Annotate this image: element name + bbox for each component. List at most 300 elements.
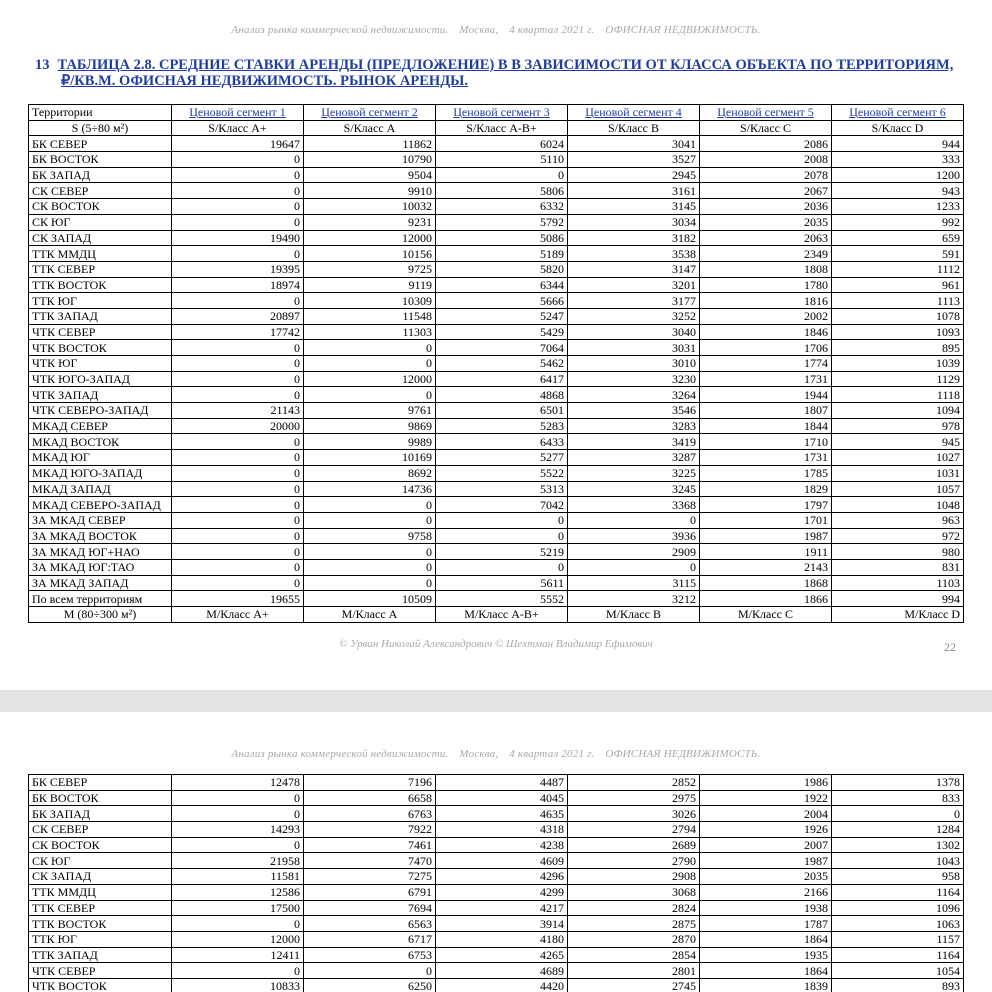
territory-cell: БК ЗАПАД bbox=[29, 806, 172, 822]
header-class-4: S/Класс В bbox=[568, 120, 700, 136]
header-segment-4 bbox=[568, 105, 700, 121]
rate-cell: 20000 bbox=[172, 418, 304, 434]
rate-cell: 3026 bbox=[568, 806, 700, 822]
rate-cell: 2086 bbox=[700, 136, 832, 152]
segment-link[interactable]: Ценовой сегмент 1 bbox=[189, 105, 286, 120]
header-class-5: S/Класс С bbox=[700, 120, 832, 136]
territory-cell: МКАД ЮГ bbox=[29, 450, 172, 466]
rate-cell: 1807 bbox=[700, 403, 832, 419]
territory-cell: ЧТК ЗАПАД bbox=[29, 387, 172, 403]
rate-cell: 7461 bbox=[304, 837, 436, 853]
rate-cell: 1027 bbox=[832, 450, 964, 466]
rate-cell: 5219 bbox=[436, 544, 568, 560]
rate-cell: 0 bbox=[172, 387, 304, 403]
table-row bbox=[29, 293, 964, 309]
header-title: Анализ рынка коммерческой недвижимости. bbox=[231, 24, 449, 36]
rate-cell: 2870 bbox=[568, 931, 700, 947]
rate-cell: 9758 bbox=[304, 528, 436, 544]
rate-cell: 5522 bbox=[436, 465, 568, 481]
territory-cell: БК ЗАПАД bbox=[29, 167, 172, 183]
header-class-1: S/Класс А+ bbox=[172, 120, 304, 136]
header-city: Москва, bbox=[459, 748, 499, 760]
table-row bbox=[29, 246, 964, 262]
rate-cell: 2794 bbox=[568, 822, 700, 838]
rate-cell: 5552 bbox=[436, 591, 568, 607]
table-row bbox=[29, 136, 964, 152]
page-gap bbox=[0, 690, 992, 712]
rate-cell: 2004 bbox=[700, 806, 832, 822]
header-segment-3 bbox=[436, 105, 568, 121]
rate-cell: 1284 bbox=[832, 822, 964, 838]
table-row bbox=[29, 418, 964, 434]
rate-cell: 4045 bbox=[436, 790, 568, 806]
territory-cell: СК ВОСТОК bbox=[29, 199, 172, 215]
table-row bbox=[29, 497, 964, 513]
rate-cell: 3201 bbox=[568, 277, 700, 293]
rate-cell: 5611 bbox=[436, 575, 568, 591]
rate-cell: 2007 bbox=[700, 837, 832, 853]
table-row bbox=[29, 387, 964, 403]
rate-cell: 895 bbox=[832, 340, 964, 356]
rate-cell: 3115 bbox=[568, 575, 700, 591]
rate-cell: 7042 bbox=[436, 497, 568, 513]
rate-cell: 0 bbox=[172, 916, 304, 932]
territory-cell: ТТК ММДЦ bbox=[29, 246, 172, 262]
rate-cell: 1103 bbox=[832, 575, 964, 591]
table-row bbox=[29, 308, 964, 324]
table-row bbox=[29, 900, 964, 916]
territory-cell: ТТК ЮГ bbox=[29, 931, 172, 947]
territory-cell: БК ВОСТОК bbox=[29, 790, 172, 806]
rate-cell: 14293 bbox=[172, 822, 304, 838]
rate-cell: 2945 bbox=[568, 167, 700, 183]
m-class-6: М/Класс D bbox=[832, 607, 964, 623]
m-class-1: М/Класс А+ bbox=[172, 607, 304, 623]
rate-cell: 14736 bbox=[304, 481, 436, 497]
header-class-6: S/Класс D bbox=[832, 120, 964, 136]
rate-cell: 4635 bbox=[436, 806, 568, 822]
territory-cell: ЗА МКАД ЮГ:ТАО bbox=[29, 559, 172, 575]
rate-cell: 980 bbox=[832, 544, 964, 560]
rate-cell: 10833 bbox=[172, 978, 304, 992]
rate-cell: 4318 bbox=[436, 822, 568, 838]
rate-cell: 5277 bbox=[436, 450, 568, 466]
rate-cell: 6501 bbox=[436, 403, 568, 419]
header-row-classes bbox=[29, 120, 964, 136]
rate-cell: 972 bbox=[832, 528, 964, 544]
rate-cell: 12000 bbox=[172, 931, 304, 947]
territory-cell: БК СЕВЕР bbox=[29, 136, 172, 152]
table-row bbox=[29, 340, 964, 356]
rate-cell: 0 bbox=[172, 434, 304, 450]
rate-cell: 0 bbox=[172, 512, 304, 528]
table-row bbox=[29, 465, 964, 481]
rate-cell: 0 bbox=[172, 559, 304, 575]
table-row bbox=[29, 947, 964, 963]
rate-cell: 6344 bbox=[436, 277, 568, 293]
header-period: 4 квартал 2021 г. bbox=[509, 24, 595, 36]
rate-cell: 3538 bbox=[568, 246, 700, 262]
rate-cell: 1868 bbox=[700, 575, 832, 591]
rate-cell: 2143 bbox=[700, 559, 832, 575]
rate-cell: 1093 bbox=[832, 324, 964, 340]
rate-cell: 1785 bbox=[700, 465, 832, 481]
rate-cell: 0 bbox=[304, 340, 436, 356]
rate-cell: 1987 bbox=[700, 528, 832, 544]
rate-cell: 0 bbox=[172, 450, 304, 466]
document-page-2 bbox=[0, 712, 992, 992]
rate-cell: 6717 bbox=[304, 931, 436, 947]
segment-link[interactable]: Ценовой сегмент 3 bbox=[453, 105, 550, 120]
territory-cell: ТТК ЗАПАД bbox=[29, 308, 172, 324]
rate-cell: 17500 bbox=[172, 900, 304, 916]
territory-cell: СК ЮГ bbox=[29, 853, 172, 869]
rate-cell: 7275 bbox=[304, 869, 436, 885]
rate-cell: 4868 bbox=[436, 387, 568, 403]
rate-cell: 5189 bbox=[436, 246, 568, 262]
rate-cell: 0 bbox=[172, 371, 304, 387]
rate-cell: 12411 bbox=[172, 947, 304, 963]
rate-cell: 9725 bbox=[304, 261, 436, 277]
table-title bbox=[35, 57, 965, 89]
table-row bbox=[29, 167, 964, 183]
rate-cell: 0 bbox=[172, 340, 304, 356]
m-class-row bbox=[29, 607, 964, 623]
table-row bbox=[29, 481, 964, 497]
table-row bbox=[29, 434, 964, 450]
rate-cell: 0 bbox=[172, 167, 304, 183]
table-row bbox=[29, 978, 964, 992]
rate-cell: 10156 bbox=[304, 246, 436, 262]
table-row bbox=[29, 575, 964, 591]
territory-cell: ЧТК СЕВЕР bbox=[29, 324, 172, 340]
rate-cell: 6332 bbox=[436, 199, 568, 215]
rate-cell: 3914 bbox=[436, 916, 568, 932]
rate-cell: 1031 bbox=[832, 465, 964, 481]
rate-cell: 1112 bbox=[832, 261, 964, 277]
rate-cell: 1164 bbox=[832, 947, 964, 963]
rate-cell: 3230 bbox=[568, 371, 700, 387]
rate-cell: 963 bbox=[832, 512, 964, 528]
rate-cell: 994 bbox=[832, 591, 964, 607]
segment-link[interactable]: Ценовой сегмент 6 bbox=[849, 105, 946, 120]
rate-cell: 3252 bbox=[568, 308, 700, 324]
rate-cell: 2166 bbox=[700, 884, 832, 900]
rate-cell: 7196 bbox=[304, 775, 436, 791]
rate-cell: 0 bbox=[172, 356, 304, 372]
rent-rates-table-s bbox=[28, 104, 964, 623]
territory-cell: МКАД СЕВЕР bbox=[29, 418, 172, 434]
territory-cell: СК ВОСТОК bbox=[29, 837, 172, 853]
rate-cell: 1113 bbox=[832, 293, 964, 309]
header-period: 4 квартал 2021 г. bbox=[509, 748, 595, 760]
segment-link[interactable]: Ценовой сегмент 5 bbox=[717, 105, 814, 120]
rate-cell: 833 bbox=[832, 790, 964, 806]
territory-cell: МКАД СЕВЕРО-ЗАПАД bbox=[29, 497, 172, 513]
table-row bbox=[29, 199, 964, 215]
rate-cell: 3010 bbox=[568, 356, 700, 372]
rate-cell: 978 bbox=[832, 418, 964, 434]
territory-cell: СК ЗАПАД bbox=[29, 230, 172, 246]
rate-cell: 10790 bbox=[304, 152, 436, 168]
rate-cell: 1866 bbox=[700, 591, 832, 607]
rate-cell: 1731 bbox=[700, 450, 832, 466]
rate-cell: 659 bbox=[832, 230, 964, 246]
territory-cell: СК СЕВЕР bbox=[29, 183, 172, 199]
rate-cell: 1164 bbox=[832, 884, 964, 900]
table-row bbox=[29, 806, 964, 822]
rate-cell: 2036 bbox=[700, 199, 832, 215]
rate-cell: 0 bbox=[172, 528, 304, 544]
table-row bbox=[29, 931, 964, 947]
table-row bbox=[29, 324, 964, 340]
rate-cell: 6563 bbox=[304, 916, 436, 932]
rate-cell: 0 bbox=[304, 497, 436, 513]
rate-cell: 1935 bbox=[700, 947, 832, 963]
rate-cell: 1078 bbox=[832, 308, 964, 324]
rate-cell: 1043 bbox=[832, 853, 964, 869]
rate-cell: 958 bbox=[832, 869, 964, 885]
rate-cell: 9910 bbox=[304, 183, 436, 199]
rate-cell: 19395 bbox=[172, 261, 304, 277]
rate-cell: 1157 bbox=[832, 931, 964, 947]
rate-cell: 7694 bbox=[304, 900, 436, 916]
rate-cell: 2975 bbox=[568, 790, 700, 806]
segment-link[interactable]: Ценовой сегмент 4 bbox=[585, 105, 682, 120]
territory-cell: ТТК ЮГ bbox=[29, 293, 172, 309]
territory-cell: По всем территориям bbox=[29, 591, 172, 607]
rate-cell: 2035 bbox=[700, 869, 832, 885]
table-row bbox=[29, 183, 964, 199]
m-class-3: М/Класс А-В+ bbox=[436, 607, 568, 623]
rent-rates-table-m bbox=[28, 774, 964, 992]
rate-cell: 6763 bbox=[304, 806, 436, 822]
rate-cell: 1129 bbox=[832, 371, 964, 387]
rate-cell: 1054 bbox=[832, 963, 964, 979]
rate-cell: 0 bbox=[436, 559, 568, 575]
rate-cell: 2852 bbox=[568, 775, 700, 791]
rate-cell: 333 bbox=[832, 152, 964, 168]
table-row bbox=[29, 371, 964, 387]
rate-cell: 0 bbox=[304, 387, 436, 403]
rate-cell: 1057 bbox=[832, 481, 964, 497]
territory-cell: ЗА МКАД ЮГ+НАО bbox=[29, 544, 172, 560]
rate-cell: 4420 bbox=[436, 978, 568, 992]
table-row bbox=[29, 963, 964, 979]
table-row bbox=[29, 790, 964, 806]
rate-cell: 3041 bbox=[568, 136, 700, 152]
rate-cell: 0 bbox=[172, 183, 304, 199]
rate-cell: 3419 bbox=[568, 434, 700, 450]
rate-cell: 4299 bbox=[436, 884, 568, 900]
rate-cell: 0 bbox=[172, 497, 304, 513]
rate-cell: 1938 bbox=[700, 900, 832, 916]
rate-cell: 11303 bbox=[304, 324, 436, 340]
territory-cell: ЗА МКАД ВОСТОК bbox=[29, 528, 172, 544]
rate-cell: 2824 bbox=[568, 900, 700, 916]
rate-cell: 961 bbox=[832, 277, 964, 293]
header-segment: ОФИСНАЯ НЕДВИЖИМОСТЬ. bbox=[605, 748, 761, 760]
territory-cell: ТТК ММДЦ bbox=[29, 884, 172, 900]
rate-cell: 3527 bbox=[568, 152, 700, 168]
rate-cell: 3287 bbox=[568, 450, 700, 466]
table-row bbox=[29, 450, 964, 466]
rate-cell: 1731 bbox=[700, 371, 832, 387]
rate-cell: 10309 bbox=[304, 293, 436, 309]
rate-cell: 0 bbox=[436, 512, 568, 528]
rate-cell: 0 bbox=[172, 790, 304, 806]
header-size-range: S (5÷80 м²) bbox=[29, 120, 172, 136]
rate-cell: 0 bbox=[436, 528, 568, 544]
rate-cell: 18974 bbox=[172, 277, 304, 293]
title-line-1: ТАБЛИЦА 2.8. СРЕДНИЕ СТАВКИ АРЕНДЫ (ПРЕДЛОЖЕНИЕ) В В ЗАВИСИМОСТИ ОТ КЛАССА ОБЪЕКТА ПО ТЕРРИТОРИЯМ, bbox=[57, 57, 954, 73]
header-segment: ОФИСНАЯ НЕДВИЖИМОСТЬ. bbox=[605, 24, 761, 36]
rate-cell: 944 bbox=[832, 136, 964, 152]
rate-cell: 2349 bbox=[700, 246, 832, 262]
rate-cell: 1808 bbox=[700, 261, 832, 277]
rate-cell: 1233 bbox=[832, 199, 964, 215]
header-row-segments bbox=[29, 105, 964, 121]
table-row bbox=[29, 916, 964, 932]
territory-cell: ТТК ВОСТОК bbox=[29, 916, 172, 932]
rate-cell: 3225 bbox=[568, 465, 700, 481]
territory-cell: ЧТК ЮГО-ЗАПАД bbox=[29, 371, 172, 387]
rate-cell: 0 bbox=[172, 465, 304, 481]
territory-cell: ЗА МКАД СЕВЕР bbox=[29, 512, 172, 528]
rate-cell: 3546 bbox=[568, 403, 700, 419]
rate-cell: 1926 bbox=[700, 822, 832, 838]
header-segment-1 bbox=[172, 105, 304, 121]
rate-cell: 0 bbox=[832, 806, 964, 822]
rate-cell: 3936 bbox=[568, 528, 700, 544]
rate-cell: 19647 bbox=[172, 136, 304, 152]
rate-cell: 1710 bbox=[700, 434, 832, 450]
rate-cell: 21958 bbox=[172, 853, 304, 869]
territory-cell: ТТК СЕВЕР bbox=[29, 261, 172, 277]
rate-cell: 2067 bbox=[700, 183, 832, 199]
territory-cell: ЧТК ВОСТОК bbox=[29, 978, 172, 992]
rate-cell: 0 bbox=[304, 544, 436, 560]
territory-cell: ЧТК СЕВЕРО-ЗАПАД bbox=[29, 403, 172, 419]
rate-cell: 7064 bbox=[436, 340, 568, 356]
rate-cell: 3031 bbox=[568, 340, 700, 356]
table-row bbox=[29, 884, 964, 900]
rate-cell: 1378 bbox=[832, 775, 964, 791]
rate-cell: 1701 bbox=[700, 512, 832, 528]
rate-cell: 5666 bbox=[436, 293, 568, 309]
territory-cell: ЗА МКАД ЗАПАД bbox=[29, 575, 172, 591]
rate-cell: 11862 bbox=[304, 136, 436, 152]
rate-cell: 3040 bbox=[568, 324, 700, 340]
territory-cell: МКАД ЮГО-ЗАПАД bbox=[29, 465, 172, 481]
territory-cell: ЧТК ВОСТОК bbox=[29, 340, 172, 356]
rate-cell: 0 bbox=[172, 837, 304, 853]
territory-cell: МКАД ЗАПАД bbox=[29, 481, 172, 497]
header-segment-2 bbox=[304, 105, 436, 121]
rate-cell: 19655 bbox=[172, 591, 304, 607]
rate-cell: 1816 bbox=[700, 293, 832, 309]
rate-cell: 831 bbox=[832, 559, 964, 575]
rate-cell: 1094 bbox=[832, 403, 964, 419]
rate-cell: 12000 bbox=[304, 230, 436, 246]
rate-cell: 5086 bbox=[436, 230, 568, 246]
rate-cell: 1797 bbox=[700, 497, 832, 513]
rate-cell: 4180 bbox=[436, 931, 568, 947]
rate-cell: 0 bbox=[172, 214, 304, 230]
segment-link[interactable]: Ценовой сегмент 2 bbox=[321, 105, 418, 120]
table-row bbox=[29, 261, 964, 277]
table-row bbox=[29, 277, 964, 293]
rate-cell: 5429 bbox=[436, 324, 568, 340]
rate-cell: 2008 bbox=[700, 152, 832, 168]
rate-cell: 1780 bbox=[700, 277, 832, 293]
header-class-3: S/Класс А-В+ bbox=[436, 120, 568, 136]
table-row bbox=[29, 403, 964, 419]
rate-cell: 0 bbox=[172, 575, 304, 591]
rate-cell: 20897 bbox=[172, 308, 304, 324]
rate-cell: 1118 bbox=[832, 387, 964, 403]
rate-cell: 6753 bbox=[304, 947, 436, 963]
rate-cell: 2801 bbox=[568, 963, 700, 979]
table-row bbox=[29, 822, 964, 838]
rate-cell: 0 bbox=[304, 575, 436, 591]
table-row bbox=[29, 214, 964, 230]
territory-cell: СК ЮГ bbox=[29, 214, 172, 230]
rate-cell: 0 bbox=[172, 293, 304, 309]
rate-cell: 2854 bbox=[568, 947, 700, 963]
rate-cell: 1864 bbox=[700, 931, 832, 947]
rate-cell: 3161 bbox=[568, 183, 700, 199]
rate-cell: 3264 bbox=[568, 387, 700, 403]
rate-cell: 5792 bbox=[436, 214, 568, 230]
rate-cell: 3212 bbox=[568, 591, 700, 607]
rate-cell: 7470 bbox=[304, 853, 436, 869]
territory-cell: СК СЕВЕР bbox=[29, 822, 172, 838]
territory-cell: ЧТК СЕВЕР bbox=[29, 963, 172, 979]
rate-cell: 4689 bbox=[436, 963, 568, 979]
rate-cell: 0 bbox=[172, 544, 304, 560]
table-row bbox=[29, 544, 964, 560]
rate-cell: 0 bbox=[172, 806, 304, 822]
m-class-2: М/Класс А bbox=[304, 607, 436, 623]
rate-cell: 4265 bbox=[436, 947, 568, 963]
rate-cell: 1706 bbox=[700, 340, 832, 356]
rate-cell: 5820 bbox=[436, 261, 568, 277]
rate-cell: 1302 bbox=[832, 837, 964, 853]
territory-cell: ТТК СЕВЕР bbox=[29, 900, 172, 916]
territory-cell: ТТК ЗАПАД bbox=[29, 947, 172, 963]
rate-cell: 1839 bbox=[700, 978, 832, 992]
rate-cell: 1048 bbox=[832, 497, 964, 513]
rate-cell: 2063 bbox=[700, 230, 832, 246]
table-row bbox=[29, 853, 964, 869]
rate-cell: 1864 bbox=[700, 963, 832, 979]
territory-cell: ТТК ВОСТОК bbox=[29, 277, 172, 293]
rate-cell: 0 bbox=[304, 963, 436, 979]
rate-cell: 12000 bbox=[304, 371, 436, 387]
rate-cell: 2790 bbox=[568, 853, 700, 869]
rate-cell: 6024 bbox=[436, 136, 568, 152]
rate-cell: 6791 bbox=[304, 884, 436, 900]
rate-cell: 3147 bbox=[568, 261, 700, 277]
rate-cell: 945 bbox=[832, 434, 964, 450]
rate-cell: 0 bbox=[304, 559, 436, 575]
rate-cell: 2875 bbox=[568, 916, 700, 932]
rate-cell: 6658 bbox=[304, 790, 436, 806]
rate-cell: 3283 bbox=[568, 418, 700, 434]
territory-cell: СК ЗАПАД bbox=[29, 869, 172, 885]
rate-cell: 1944 bbox=[700, 387, 832, 403]
